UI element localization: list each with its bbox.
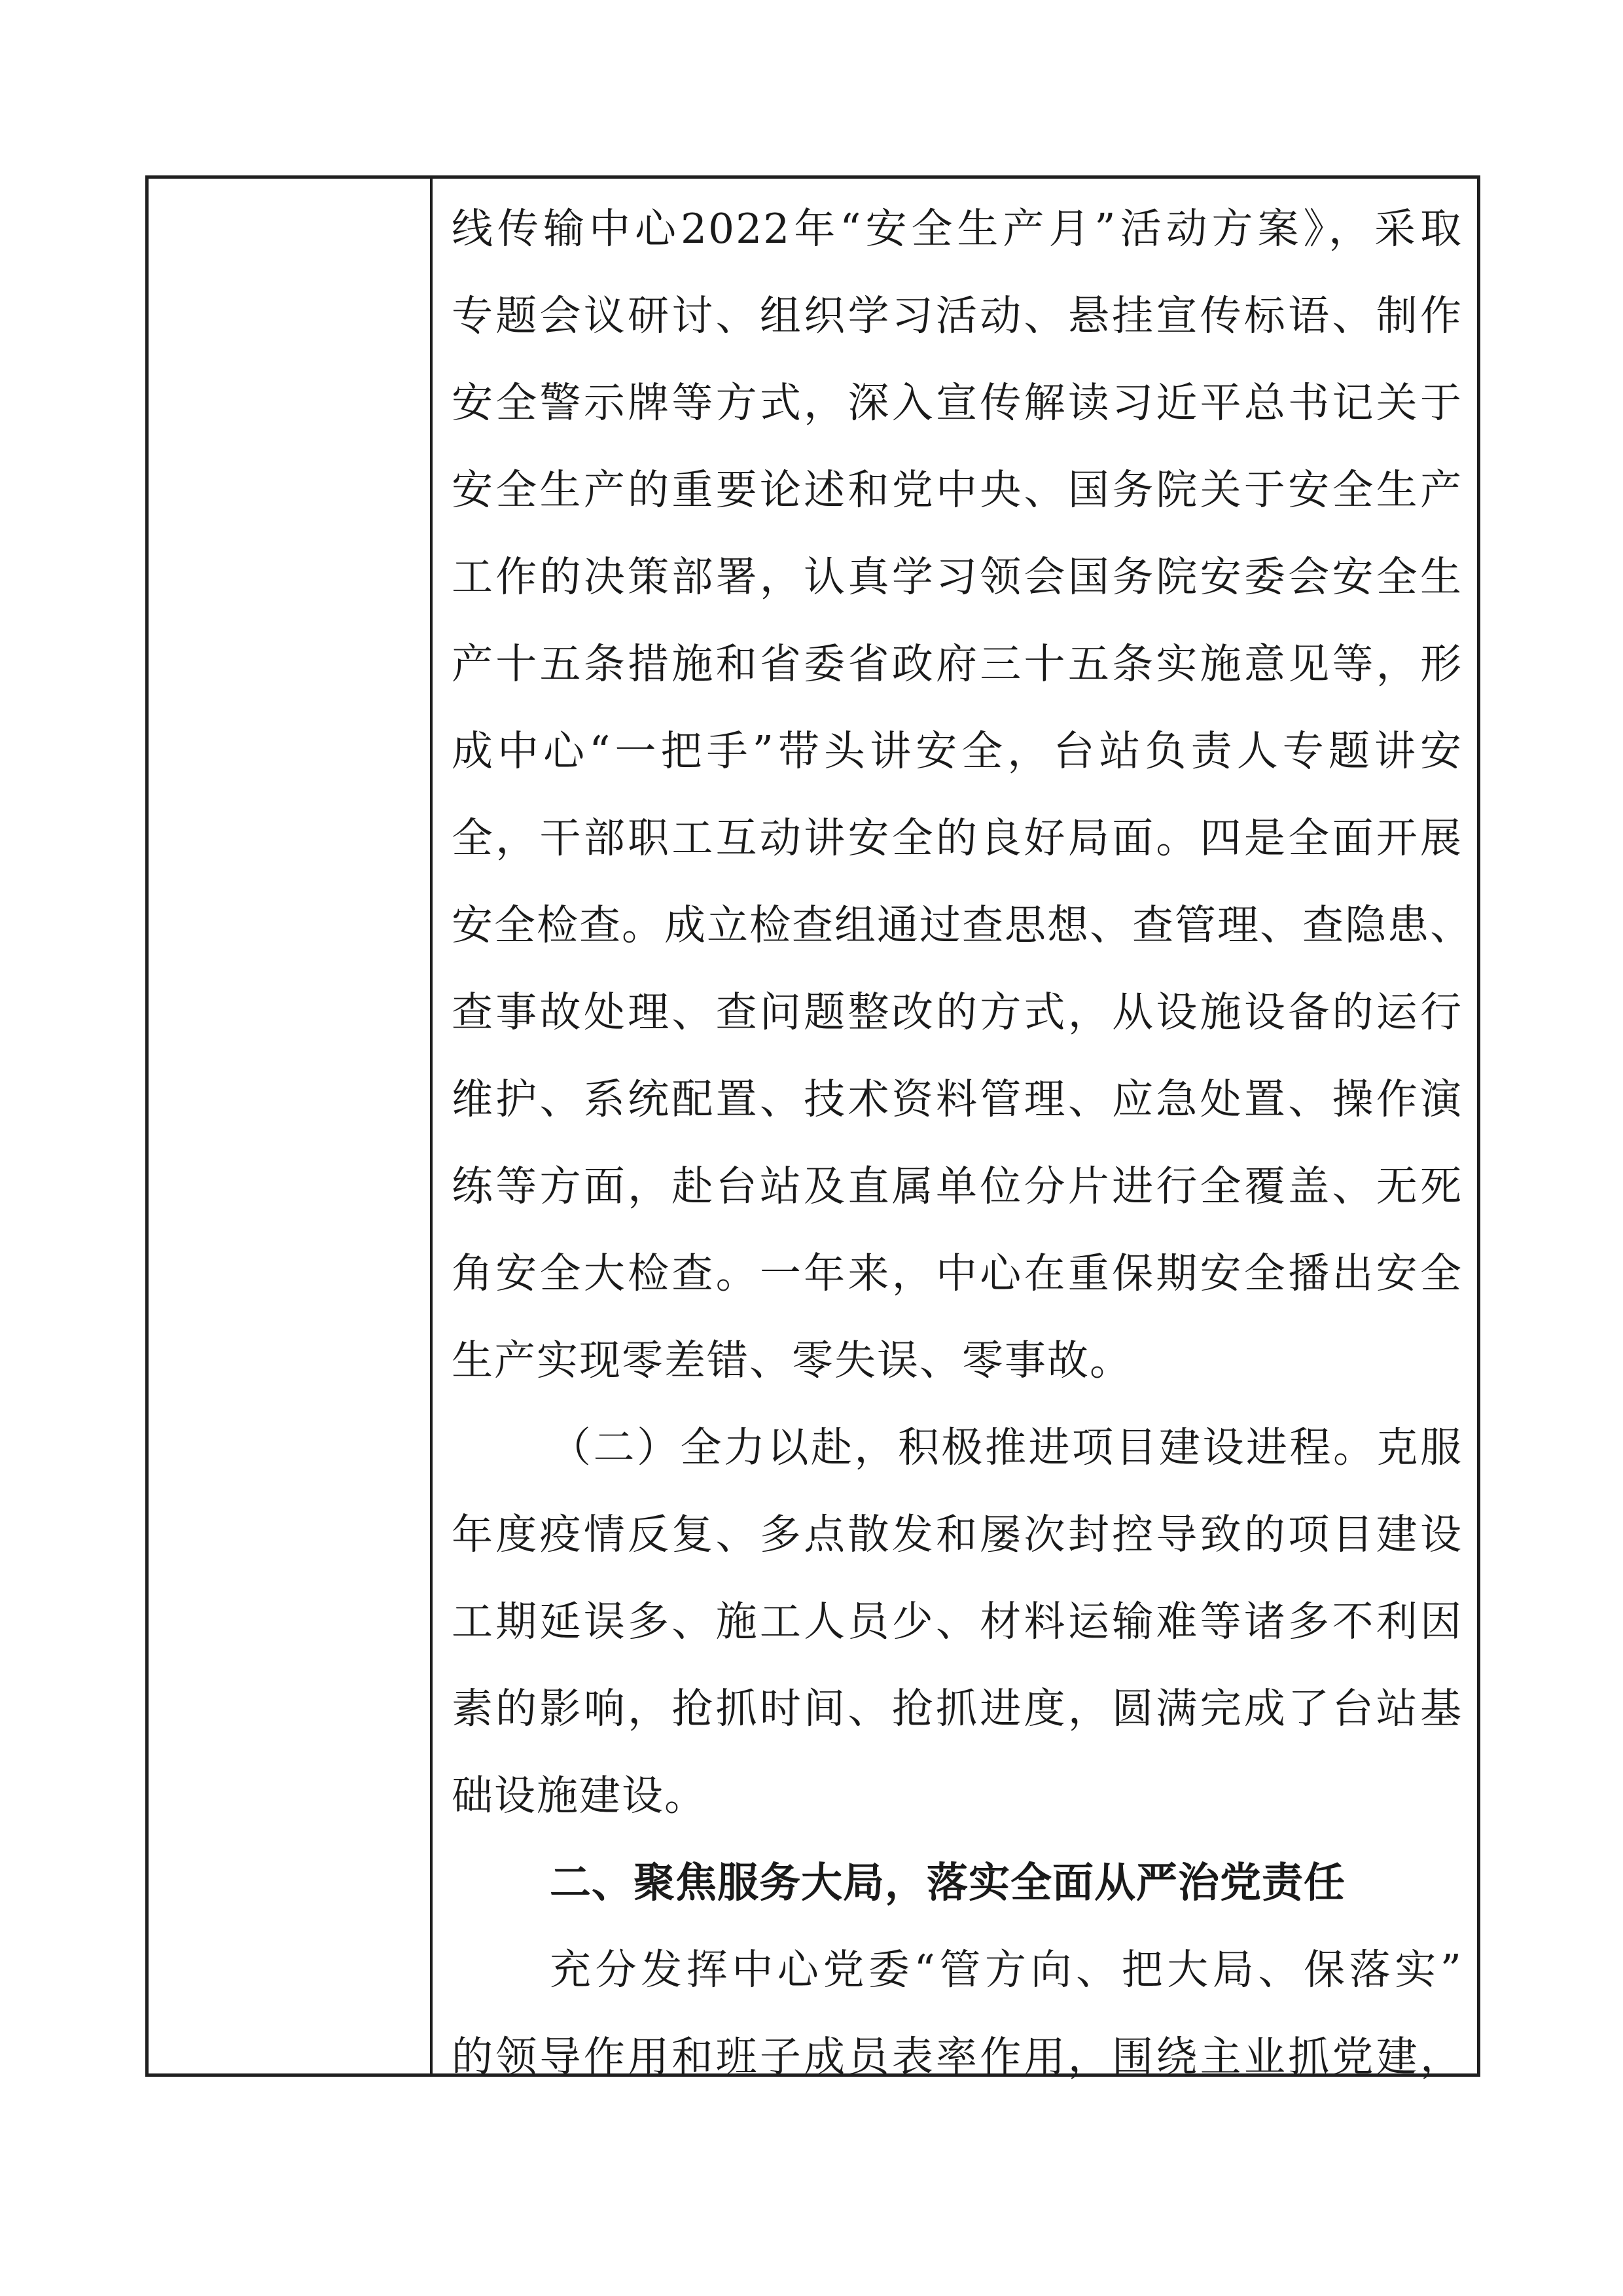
text-line: 全，干部职工互动讲安全的良好局面。四是全面开展 bbox=[452, 814, 1463, 862]
text-line: 成中心“一把手”带头讲安全，台站负责人专题讲安 bbox=[452, 727, 1463, 775]
text-line: 年度疫情反复、多点散发和屡次封控导致的项目建设 bbox=[452, 1511, 1463, 1558]
table-content-cell bbox=[452, 196, 1472, 2111]
text-line: 工作的决策部署，认真学习领会国务院安委会安全生 bbox=[452, 553, 1463, 601]
text-line-paragraph-start: 充分发挥中心党委“管方向、把大局、保落实” bbox=[550, 1946, 1463, 1994]
section-heading: 二、聚焦服务大局，落实全面从严治党责任 bbox=[550, 1859, 1346, 1907]
text-line: 线传输中心2022年“安全生产月”活动方案》，采取 bbox=[452, 205, 1463, 253]
text-line: 产十五条措施和省委省政府三十五条实施意见等，形 bbox=[452, 640, 1463, 688]
table-column-divider bbox=[430, 175, 433, 2077]
text-line: 维护、系统配置、技术资料管理、应急处置、操作演 bbox=[452, 1075, 1463, 1123]
table-left-cell bbox=[149, 179, 430, 2073]
text-line: 的领导作用和班子成员表率作用，围绕主业抓党建， bbox=[452, 2033, 1463, 2081]
text-line: 工期延误多、施工人员少、材料运输难等诸多不利因 bbox=[452, 1598, 1463, 1645]
text-line: 练等方面，赴台站及直属单位分片进行全覆盖、无死 bbox=[452, 1162, 1463, 1210]
text-line: 查事故处理、查问题整改的方式，从设施设备的运行 bbox=[452, 988, 1463, 1036]
text-line-paragraph-end: 础设施建设。 bbox=[452, 1772, 707, 1820]
text-line: 素的影响，抢抓时间、抢抓进度，圆满完成了台站基 bbox=[452, 1685, 1463, 1732]
text-line-paragraph-end: 生产实现零差错、零失误、零事故。 bbox=[452, 1336, 1132, 1384]
subsection-heading-line: （二）全力以赴，积极推进项目建设进程。克服 bbox=[550, 1424, 1463, 1471]
text-line: 安全警示牌等方式，深入宣传解读习近平总书记关于 bbox=[452, 379, 1463, 427]
text-line: 角安全大检查。一年来，中心在重保期安全播出安全 bbox=[452, 1249, 1463, 1297]
text-line: 专题会议研讨、组织学习活动、悬挂宣传标语、制作 bbox=[452, 292, 1463, 340]
text-line: 安全生产的重要论述和党中央、国务院关于安全生产 bbox=[452, 466, 1463, 514]
text-line: 安全检查。成立检查组通过查思想、查管理、查隐患、 bbox=[452, 901, 1472, 949]
